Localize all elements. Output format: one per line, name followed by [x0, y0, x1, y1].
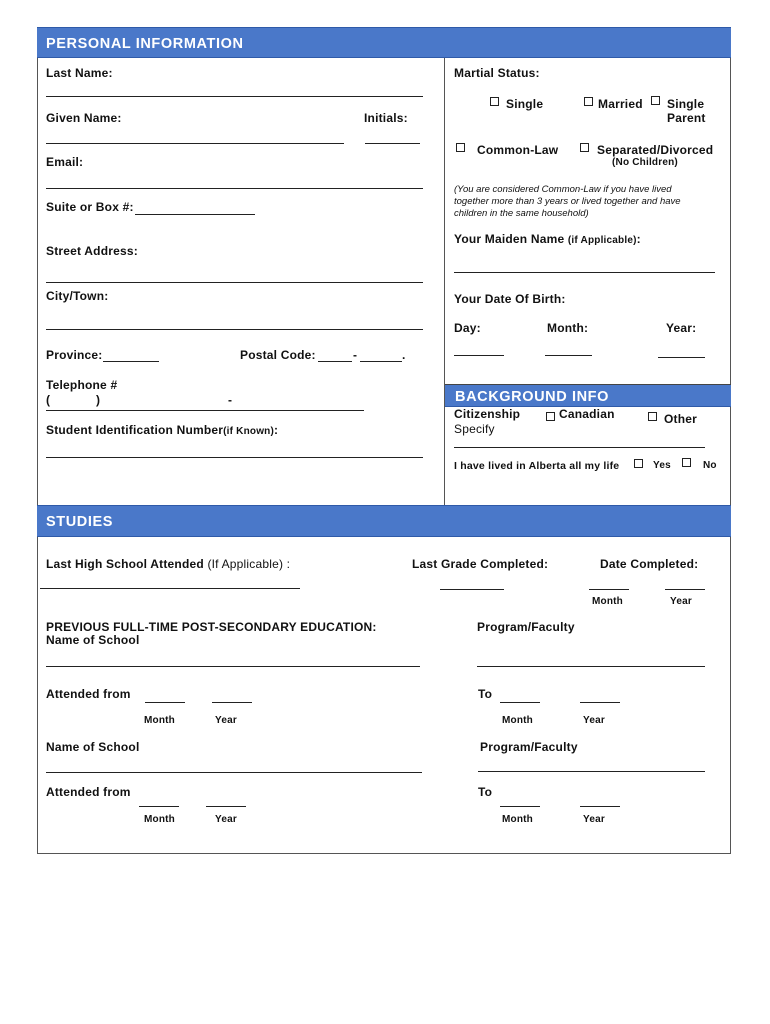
- school-2-from-year-field[interactable]: [206, 806, 246, 807]
- date-completed-month-field[interactable]: [589, 589, 629, 590]
- maiden-name-field[interactable]: [454, 272, 715, 273]
- telephone-label: Telephone #: [46, 378, 118, 392]
- last-high-school-note: (If Applicable) :: [207, 557, 291, 571]
- postal-code-label: Postal Code:: [240, 348, 316, 362]
- school-1-name-field[interactable]: [46, 666, 420, 667]
- studies-header: [37, 505, 731, 537]
- school-2-to-month-field[interactable]: [500, 806, 540, 807]
- street-address-field[interactable]: [46, 282, 423, 283]
- suite-field[interactable]: [135, 214, 255, 215]
- single-label: Single: [506, 97, 544, 111]
- initials-label: Initials:: [364, 111, 408, 125]
- last-grade-label: Last Grade Completed:: [412, 557, 549, 571]
- given-name-field[interactable]: [46, 143, 344, 144]
- school-2-from-year-label: Year: [215, 814, 237, 825]
- school-1-to-year-field[interactable]: [580, 702, 620, 703]
- school-2-to-label: To: [478, 785, 493, 799]
- last-high-school-field[interactable]: [40, 588, 300, 589]
- previous-education-label: PREVIOUS FULL-TIME POST-SECONDARY EDUCATION:: [46, 620, 377, 634]
- suite-label: Suite or Box #:: [46, 200, 134, 214]
- school-1-from-year-field[interactable]: [212, 702, 252, 703]
- school-2-to-year-label: Year: [583, 814, 605, 825]
- email-label: Email:: [46, 155, 84, 169]
- specify-label: Specify: [454, 422, 495, 436]
- program-1-field[interactable]: [477, 666, 705, 667]
- student-id-field[interactable]: [46, 457, 423, 458]
- dob-month-field[interactable]: [545, 355, 592, 356]
- school-2-name-label: Name of School: [46, 740, 140, 754]
- date-completed-month-label: Month: [592, 596, 623, 607]
- dob-year-label: Year:: [666, 321, 697, 335]
- telephone-field[interactable]: [46, 410, 364, 411]
- given-name-label: Given Name:: [46, 111, 122, 125]
- postal-code-dash: -: [353, 348, 358, 362]
- last-grade-field[interactable]: [440, 589, 504, 590]
- school-2-name-field[interactable]: [46, 772, 422, 773]
- common-law-note-2: together more than 3 years or lived together and have: [454, 196, 681, 207]
- other-label: Other: [664, 412, 698, 426]
- date-completed-label: Date Completed:: [600, 557, 699, 571]
- single-parent-label-2: Parent: [667, 111, 706, 125]
- student-id-colon: :: [274, 423, 279, 437]
- citizenship-label: Citizenship: [454, 407, 521, 421]
- student-id-note: (if Known): [223, 426, 275, 437]
- program-1-label: Program/Faculty: [477, 620, 575, 634]
- school-1-to-month-field[interactable]: [500, 702, 540, 703]
- single-parent-checkbox[interactable]: [651, 96, 660, 105]
- initials-field[interactable]: [365, 143, 420, 144]
- telephone-open-paren: (: [46, 393, 51, 407]
- school-1-attended-from-label: Attended from: [46, 687, 131, 701]
- school-1-from-month-field[interactable]: [145, 702, 185, 703]
- canadian-checkbox[interactable]: [546, 412, 555, 421]
- school-1-to-month-label: Month: [502, 715, 533, 726]
- maiden-name-label: [454, 232, 641, 246]
- last-high-school-text: Last High School Attended: [46, 557, 204, 571]
- student-id-text: Student Identification Number: [46, 423, 224, 437]
- maiden-name-note: (if Applicable): [567, 235, 637, 246]
- program-2-label: Program/Faculty: [480, 740, 578, 754]
- city-label: City/Town:: [46, 289, 109, 303]
- canadian-label: Canadian: [559, 407, 615, 421]
- city-field[interactable]: [46, 329, 423, 330]
- single-parent-label-1: Single: [667, 97, 705, 111]
- dob-month-label: Month:: [547, 321, 589, 335]
- personal-info-header: [37, 27, 731, 58]
- common-law-note-1: (You are considered Common-Law if you have lived: [454, 184, 672, 195]
- personal-info-title: PERSONAL INFORMATION: [46, 36, 244, 52]
- maiden-name-text: Your Maiden Name: [454, 232, 565, 246]
- dob-day-label: Day:: [454, 321, 481, 335]
- telephone-close-paren: ): [96, 393, 101, 407]
- school-1-to-year-label: Year: [583, 715, 605, 726]
- school-2-from-month-field[interactable]: [139, 806, 179, 807]
- dob-day-field[interactable]: [454, 355, 504, 356]
- common-law-note-3: children in the same household): [454, 208, 589, 219]
- background-info-header: [445, 384, 731, 407]
- date-completed-year-label: Year: [670, 596, 692, 607]
- specify-field[interactable]: [454, 447, 705, 448]
- common-law-checkbox[interactable]: [456, 143, 465, 152]
- last-name-label: Last Name:: [46, 66, 113, 80]
- no-children-label: (No Children): [612, 157, 678, 168]
- province-field[interactable]: [103, 361, 159, 362]
- school-1-to-label: To: [478, 687, 493, 701]
- separated-label: Separated/Divorced: [597, 143, 714, 157]
- married-label: Married: [598, 97, 643, 111]
- school-1-from-month-label: Month: [144, 715, 175, 726]
- maiden-name-colon: :: [636, 232, 641, 246]
- telephone-dash: -: [228, 393, 233, 407]
- alberta-no-checkbox[interactable]: [682, 458, 691, 467]
- common-law-label: Common-Law: [477, 143, 559, 157]
- postal-code-field-1[interactable]: [318, 361, 352, 362]
- alberta-no-label: No: [703, 460, 717, 471]
- school-2-to-year-field[interactable]: [580, 806, 620, 807]
- date-of-birth-label: Your Date Of Birth:: [454, 292, 566, 306]
- dob-year-field[interactable]: [658, 357, 705, 358]
- married-checkbox[interactable]: [584, 97, 593, 106]
- alberta-label: I have lived in Alberta all my life: [454, 460, 620, 472]
- other-checkbox[interactable]: [648, 412, 657, 421]
- program-2-field[interactable]: [478, 771, 705, 772]
- school-1-name-label: Name of School: [46, 633, 140, 647]
- email-field[interactable]: [46, 188, 423, 189]
- column-divider: [444, 58, 445, 506]
- separated-checkbox[interactable]: [580, 143, 589, 152]
- last-name-field[interactable]: [46, 96, 423, 97]
- school-1-from-year-label: Year: [215, 715, 237, 726]
- school-2-from-month-label: Month: [144, 814, 175, 825]
- school-2-attended-from-label: Attended from: [46, 785, 131, 799]
- province-label: Province:: [46, 348, 103, 362]
- last-high-school-label: [46, 557, 290, 571]
- street-address-label: Street Address:: [46, 244, 138, 258]
- date-completed-year-field[interactable]: [665, 589, 705, 590]
- single-checkbox[interactable]: [490, 97, 499, 106]
- postal-code-field-2[interactable]: [360, 361, 402, 362]
- postal-code-dot: .: [402, 348, 406, 362]
- studies-title: STUDIES: [46, 514, 114, 530]
- alberta-yes-checkbox[interactable]: [634, 459, 643, 468]
- alberta-yes-label: Yes: [653, 460, 671, 471]
- student-id-label: [46, 423, 278, 437]
- marital-status-label: Martial Status:: [454, 66, 540, 80]
- background-info-title: BACKGROUND INFO: [455, 389, 609, 405]
- school-2-to-month-label: Month: [502, 814, 533, 825]
